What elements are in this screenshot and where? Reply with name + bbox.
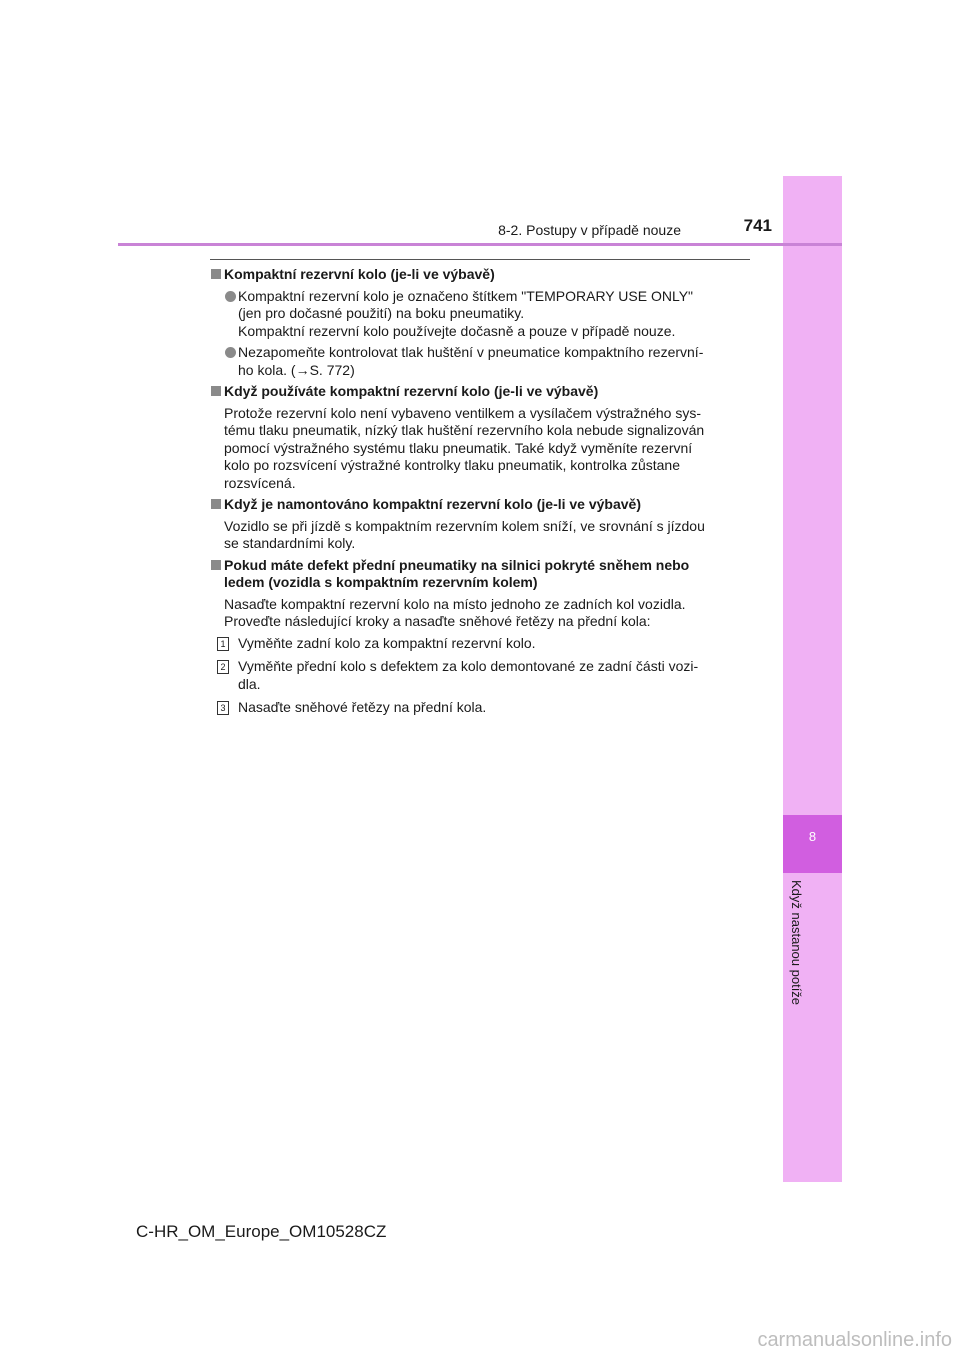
- step-1: [210, 635, 750, 653]
- chapter-label: Když nastanou potíže: [789, 880, 804, 1006]
- text-line: (jen pro dočasné použití) na boku pneumatiky.: [238, 305, 525, 321]
- text-line: Vozidlo se při jízdě s kompaktním rezervním kolem sníží, ve srovnání s jízdou: [224, 517, 705, 534]
- step-text: Vyměňte přední kolo s defektem za kolo demontované ze zadní části vozi-: [238, 658, 699, 674]
- circle-bullet-icon: [225, 291, 236, 302]
- text-line: pomocí výstražného systému tlaku pneumatik. Také když vyměníte rezervní: [224, 439, 693, 456]
- paragraph: [210, 405, 750, 493]
- heading-text: Když používáte kompaktní rezervní kolo (je-li ve výbavě): [224, 383, 599, 399]
- chapter-number: 8: [808, 829, 817, 844]
- circle-bullet-icon: [225, 347, 236, 358]
- step-number-badge: 1: [217, 637, 229, 651]
- heading-text: Kompaktní rezervní kolo (je-li ve výbavě): [224, 266, 495, 282]
- text-line: Nezapomeňte kontrolovat tlak huštění v pneumatice kompaktního rezervní-: [238, 344, 704, 360]
- square-bullet-icon: [211, 499, 221, 509]
- step-2: [210, 658, 750, 693]
- step-3: [210, 699, 750, 717]
- bullet-item: [210, 344, 750, 379]
- watermark: carmanualsonline.info: [757, 1329, 952, 1351]
- text-line: [238, 362, 750, 380]
- text-line: se standardními koly.: [224, 535, 356, 551]
- page-number: 741: [743, 216, 772, 235]
- text-line: Kompaktní rezervní kolo používejte dočasně a pouze v případě nouze.: [238, 322, 676, 339]
- text-fragment: ho kola. (: [238, 361, 296, 378]
- heading-text: ledem (vozidla s kompaktním rezervním kolem): [224, 574, 538, 590]
- text-line: rozsvícená.: [224, 474, 296, 491]
- header-rule: [118, 243, 842, 246]
- chapter-side-tab: [783, 176, 842, 1182]
- paragraph: [210, 518, 750, 553]
- square-bullet-icon: [211, 269, 221, 279]
- step-text: Vyměňte zadní kolo za kompaktní rezervní kolo.: [238, 634, 536, 651]
- step-text: dla.: [238, 675, 261, 692]
- square-bullet-icon: [211, 386, 221, 396]
- heading-text: Pokud máte defekt přední pneumatiky na silnici pokryté sněhem nebo: [224, 556, 690, 573]
- arrow-right-icon: →: [295, 361, 310, 378]
- text-line: tému tlaku pneumatik, nízký tlak huštění rezervního kola nebude signalizován: [224, 422, 705, 438]
- heading-flat-front-snow: [210, 557, 750, 592]
- document-code: C-HR_OM_Europe_OM10528CZ: [136, 1222, 387, 1241]
- page-content: [210, 259, 750, 723]
- text-line: Kompaktní rezervní kolo je označeno štítkem "TEMPORARY USE ONLY": [238, 287, 694, 304]
- section-title: 8-2. Postupy v případě nouze: [498, 222, 681, 238]
- paragraph: [210, 596, 750, 631]
- text-line: Protože rezervní kolo není vybaveno ventilkem a vysílačem výstražného sys-: [224, 404, 701, 421]
- page-reference: S. 772): [309, 361, 355, 378]
- step-text: Nasaďte sněhové řetězy na přední kola.: [238, 699, 487, 715]
- bullet-item: [210, 288, 750, 341]
- heading-using-spare: [210, 383, 750, 401]
- chapter-tab-active: [783, 815, 842, 873]
- heading-text: Když je namontováno kompaktní rezervní kolo (je-li ve výbavě): [224, 496, 642, 512]
- step-number-badge: 3: [217, 701, 229, 715]
- text-line: kolo po rozsvícení výstražné kontrolky tlaku pneumatik, kontrolka zůstane: [224, 457, 680, 473]
- square-bullet-icon: [211, 560, 221, 570]
- heading-compact-spare: [210, 266, 750, 284]
- heading-spare-mounted: [210, 496, 750, 514]
- step-number-badge: 2: [217, 660, 229, 674]
- text-line: Proveďte následující kroky a nasaďte sněhové řetězy na přední kola:: [224, 613, 651, 629]
- text-line: Nasaďte kompaktní rezervní kolo na místo jednoho ze zadních kol vozidla.: [224, 595, 686, 612]
